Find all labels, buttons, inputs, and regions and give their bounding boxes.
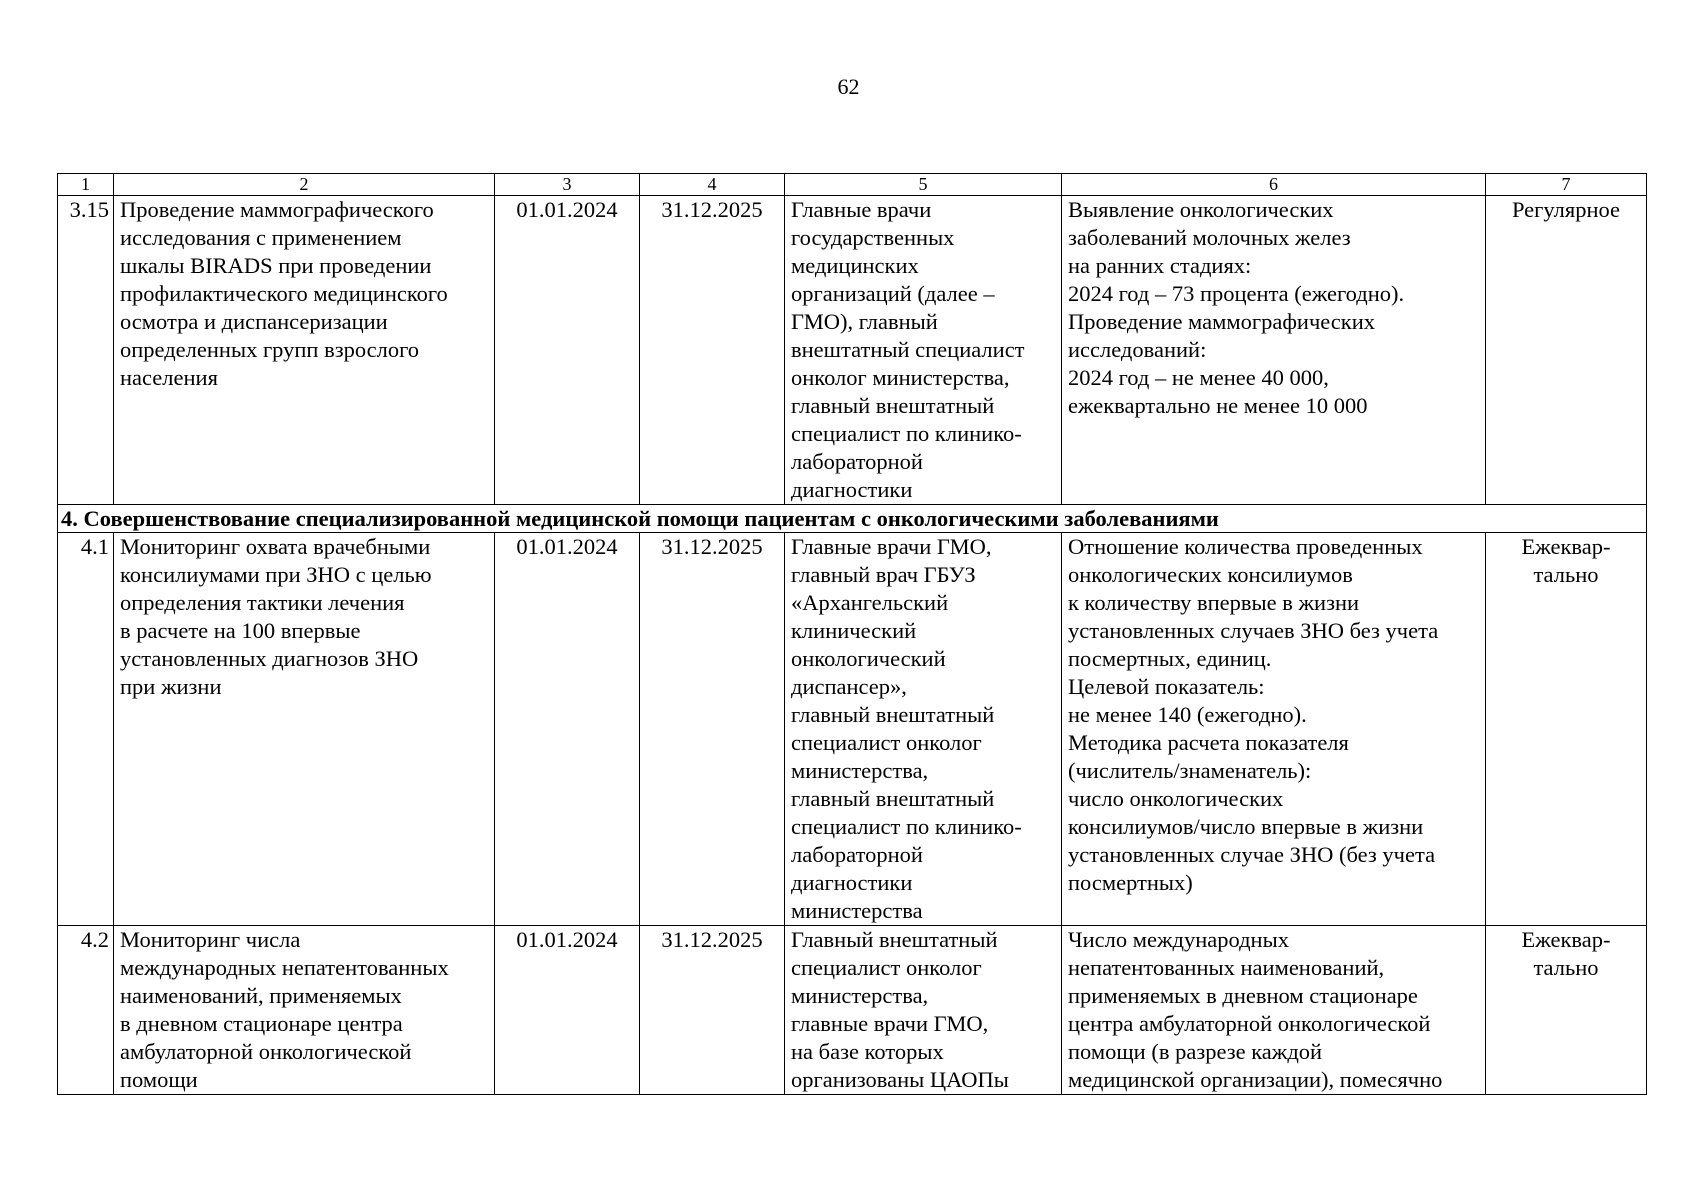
column-number: 1	[58, 174, 114, 196]
responsible-cell: Главный внештатный специалист онколог министерства, главные врачи ГМО, на базе которых организованы ЦАОПы	[785, 926, 1062, 1095]
responsible-cell: Главные врачи государственных медицинских организаций (далее – ГМО), главный внештатный специалист онколог министерства, главный внештатный специалист по клинико- лабораторной диагностики	[785, 196, 1062, 505]
periodicity-cell: Ежеквар- тально	[1486, 533, 1647, 926]
event-cell: Проведение маммографического исследования с применением шкалы BIRADS при проведении профилактического медицинского осмотра и диспансеризации определенных групп взрослого населения	[114, 196, 495, 505]
table-row	[58, 196, 1647, 505]
row-number: 4.2	[58, 926, 114, 1095]
end-date-cell: 31.12.2025	[640, 926, 785, 1095]
row-number: 3.15	[58, 196, 114, 505]
start-date-cell: 01.01.2024	[495, 926, 640, 1095]
column-number: 4	[640, 174, 785, 196]
row-number: 4.1	[58, 533, 114, 926]
event-cell: Мониторинг числа международных непатентованных наименований, применяемых в дневном стационаре центра амбулаторной онкологической помощи	[114, 926, 495, 1095]
section-title: 4. Совершенствование специализированной медицинской помощи пациентам с онкологическими заболеваниями	[58, 505, 1647, 533]
column-number: 5	[785, 174, 1062, 196]
plan-table	[57, 173, 1647, 1095]
end-date-cell: 31.12.2025	[640, 533, 785, 926]
end-date-cell: 31.12.2025	[640, 196, 785, 505]
page-number: 62	[837, 74, 860, 99]
result-cell: Число международных непатентованных наименований, применяемых в дневном стационаре центра амбулаторной онкологической помощи (в разрезе каждой медицинской организации), помесячно	[1062, 926, 1486, 1095]
column-number: 7	[1486, 174, 1647, 196]
periodicity-cell: Регулярное	[1486, 196, 1647, 505]
responsible-cell: Главные врачи ГМО, главный врач ГБУЗ «Архангельский клинический онкологический диспансер», главный внештатный специалист онколог министерства, главный внештатный специалист по клинико- лабораторной диагностики министерства	[785, 533, 1062, 926]
column-number-row	[58, 174, 1647, 196]
table-row	[58, 926, 1647, 1095]
start-date-cell: 01.01.2024	[495, 196, 640, 505]
event-cell: Мониторинг охвата врачебными консилиумами при ЗНО с целью определения тактики лечения в расчете на 100 впервые установленных диагнозов ЗНО при жизни	[114, 533, 495, 926]
column-number: 3	[495, 174, 640, 196]
column-number: 2	[114, 174, 495, 196]
result-cell: Отношение количества проведенных онкологических консилиумов к количеству впервые в жизни установленных случаев ЗНО без учета посмертных, единиц. Целевой показатель: не менее 140 (ежегодно). Методика расчета показателя (числитель/знаменатель): число онкологических консилиумов/число впервые в жизни установленных случае ЗНО (без учета посмертных)	[1062, 533, 1486, 926]
result-cell: Выявление онкологических заболеваний молочных желез на ранних стадиях: 2024 год – 73 процента (ежегодно). Проведение маммографических исследований: 2024 год – не менее 40 000, ежеквартально не менее 10 000	[1062, 196, 1486, 505]
table-row	[58, 533, 1647, 926]
start-date-cell: 01.01.2024	[495, 533, 640, 926]
section-row	[58, 505, 1647, 533]
periodicity-cell: Ежеквар- тально	[1486, 926, 1647, 1095]
column-number: 6	[1062, 174, 1486, 196]
